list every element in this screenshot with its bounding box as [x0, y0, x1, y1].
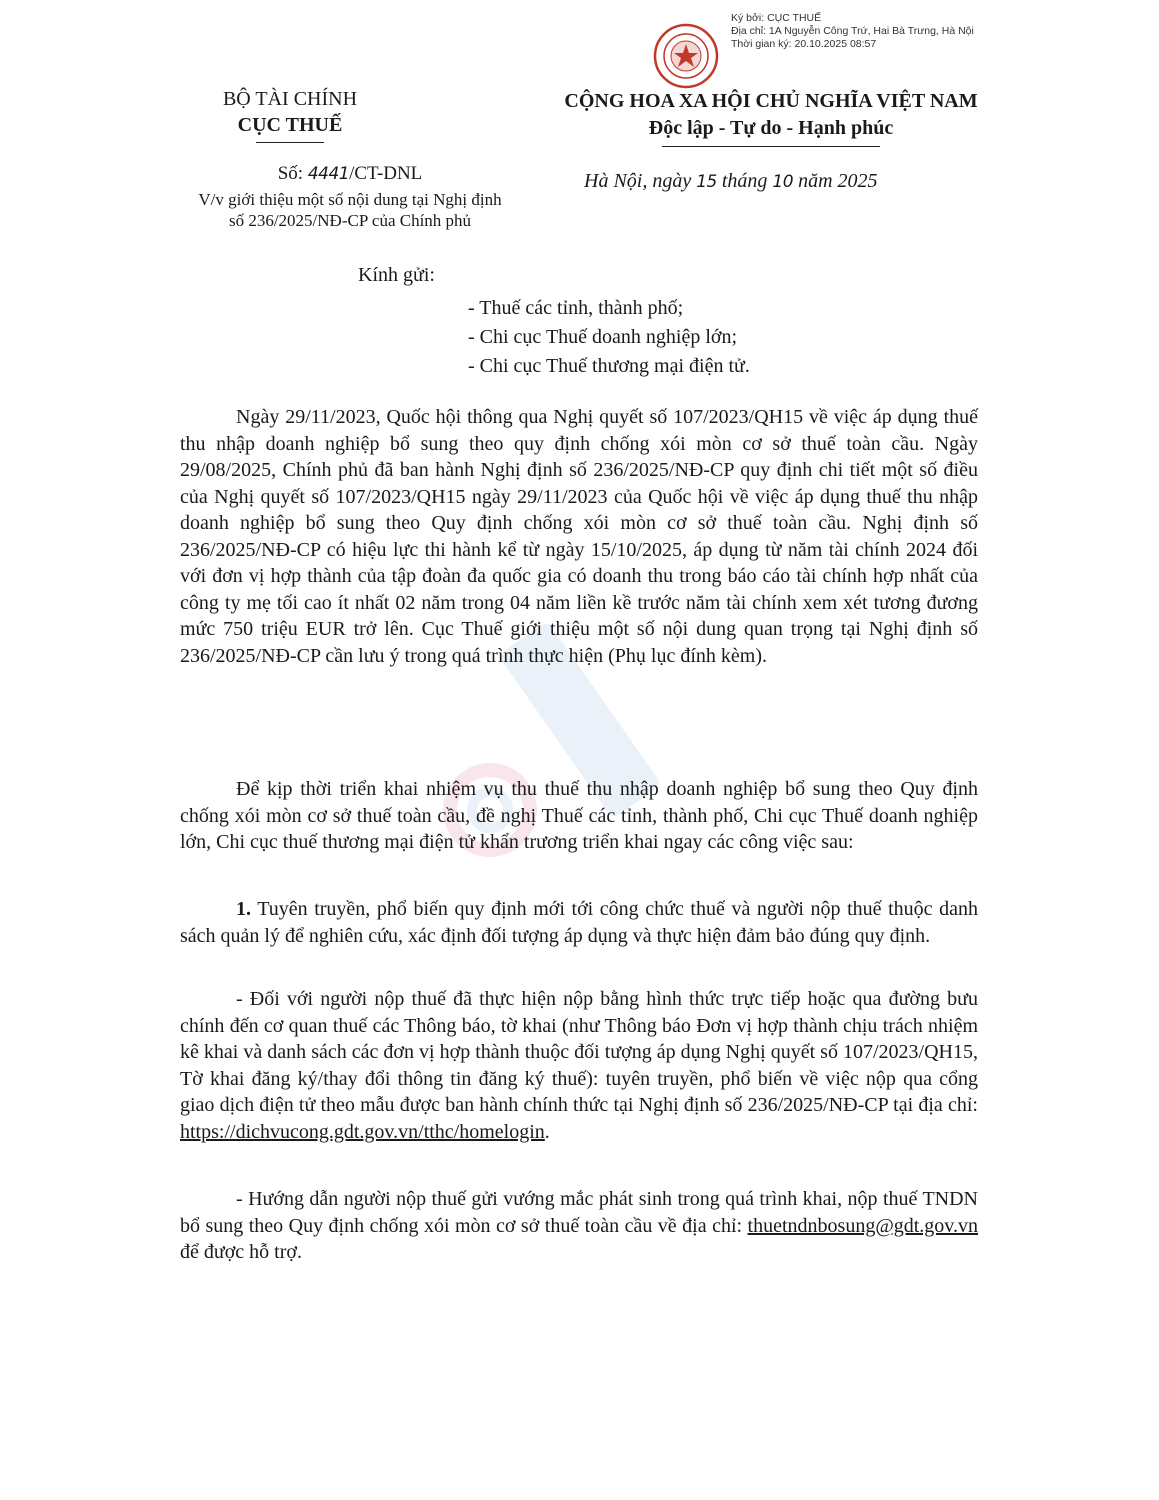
handwritten-doc-number: 4441 — [307, 164, 350, 184]
signature-address: Địa chỉ: 1A Nguyễn Công Trứ, Hai Bà Trưng, Hà Nội — [731, 25, 974, 37]
handwritten-day: 15 — [696, 172, 717, 192]
official-seal-icon — [652, 22, 720, 90]
portal-link[interactable]: https://dichvucong.gdt.gov.vn/tthc/homelogin — [180, 1120, 545, 1143]
department-name: CỤC THUẾ — [237, 114, 343, 136]
recipient-list — [468, 294, 750, 381]
body-item-1: 1. Tuyên truyền, phổ biến quy định mới tới công chức thuế và người nộp thuế thuộc danh sách quản lý để nghiên cứu, xác định đối tượng áp dụng và thực hiện đảm bảo đúng quy định. — [180, 898, 978, 947]
subject-line-2: số 236/2025/NĐ-CP của Chính phủ — [228, 211, 472, 230]
body-paragraph-1: Ngày 29/11/2023, Quốc hội thông qua Nghị quyết số 107/2023/QH15 về việc áp dụng thuế thu nhập doanh nghiệp bổ sung theo quy định chống xói mòn cơ sở thuế toàn cầu. Ngày 29/08/2025, Chính phủ đã ban hành Nghị định số 236/2025/NĐ-CP quy định chi tiết một số điều của Nghị quyết số 107/2023/QH15 ngày 29/11/2023 của Quốc hội về việc áp dụng thuế thu nhập doanh nghiệp bổ sung theo Quy định chống xói mòn cơ sở thuế toàn cầu. Nghị định số 236/2025/NĐ-CP có hiệu lực thi hành kể từ ngày 15/10/2025, áp dụng từ năm tài chính 2024 đối với đơn vị hợp thành của tập đoàn đa quốc gia có doanh thu trong báo cáo tài chính hợp nhất của công ty mẹ tối cao ít nhất 02 năm trong 04 năm liền kề trước năm tài chính xem xét tương đương mức 750 triệu EUR trở lên. Cục Thuế giới thiệu một số nội dung quan trọng tại Nghị định số 236/2025/NĐ-CP cần lưu ý trong quá trình thực hiện (Phụ lục đính kèm). — [180, 406, 978, 667]
body-paragraph-3: - Đối với người nộp thuế đã thực hiện nộp bằng hình thức trực tiếp hoặc qua đường bưu chính đến cơ quan thuế các Thông báo, tờ khai (như Thông báo Đơn vị hợp thành chịu trách nhiệm kê khai và danh sách các đơn vị hợp thành thuộc đối tượng áp dụng Nghị quyết số 107/2023/QH15, Tờ khai đăng ký/thay đổi thông tin đăng ký thuế): tuyên truyền, phổ biến về việc nộp qua cổng giao dịch điện tử theo mẫu được ban hành chính thức tại Nghị định số 236/2025/NĐ-CP tại địa chỉ: https://dichvucong.gdt.gov.vn/tthc/homelogin. — [180, 988, 978, 1143]
recipient-item: - Chi cục Thuế thương mại điện tử. — [468, 355, 750, 377]
signature-signed-by: Ký bởi: CỤC THUẾ — [731, 12, 822, 24]
signature-time: Thời gian ký: 20.10.2025 08:57 — [731, 38, 877, 50]
support-email-link[interactable]: thuetndnbosung@gdt.gov.vn — [747, 1214, 978, 1237]
motto-underline — [662, 146, 880, 147]
national-motto: Độc lập - Tự do - Hạnh phúc — [648, 117, 894, 139]
department-underline — [256, 142, 324, 143]
digital-signature-info — [731, 12, 974, 51]
document-number: Số: 4441/CT-DNL — [277, 163, 423, 184]
greeting: Kính gửi: — [358, 264, 435, 286]
handwritten-month: 10 — [772, 172, 794, 192]
body-paragraph-4: - Hướng dẫn người nộp thuế gửi vướng mắc phát sinh trong quá trình khai, nộp thuế TNDN bổ sung theo Quy định chống xói mòn cơ sở thuế toàn cầu về địa chỉ: thuetndnbosung@gdt.gov.vn để được hỗ trợ. — [180, 1188, 978, 1263]
ministry-name: BỘ TÀI CHÍNH — [222, 88, 358, 110]
subject-line-1: V/v giới thiệu một số nội dung tại Nghị định — [198, 190, 502, 209]
item-number: 1. — [236, 898, 251, 920]
country-name: CỘNG HOA XA HỘI CHỦ NGHĨA VIỆT NAM — [564, 90, 978, 112]
body-paragraph-2: Để kịp thời triển khai nhiệm vụ thu thuế thu nhập doanh nghiệp bổ sung theo Quy định chống xói mòn cơ sở thuế toàn cầu, đề nghị Thuế các tỉnh, thành phố, Chi cục Thuế doanh nghiệp lớn, Chi cục thuế thương mại điện tử khẩn trương triển khai ngay các công việc sau: — [180, 778, 978, 853]
recipient-item: - Chi cục Thuế doanh nghiệp lớn; — [468, 326, 738, 348]
recipient-item: - Thuế các tỉnh, thành phố; — [468, 297, 684, 319]
document-date: Hà Nội, ngày 15 tháng 10 năm 2025 — [584, 170, 878, 192]
